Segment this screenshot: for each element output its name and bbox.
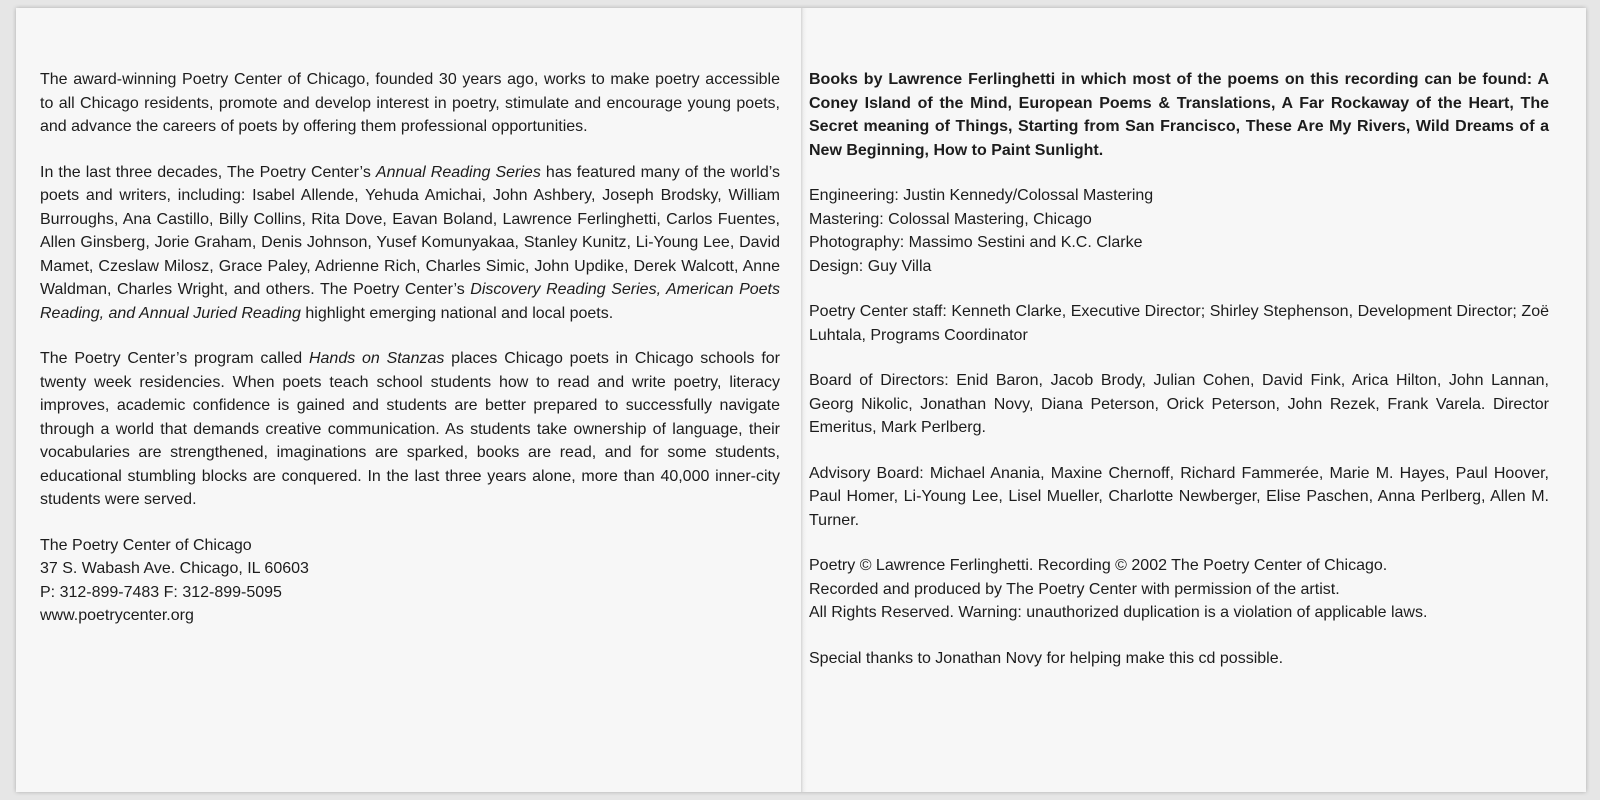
reading-series-text-a: In the last three decades, The Poetry Center’s [40, 163, 376, 181]
website: www.poetrycenter.org [40, 607, 194, 624]
books-paragraph: Books by Lawrence Ferlinghetti in which most of the poems on this recording can be found: A Coney Island of the Mind, European Poems & Translations, A Far Rockaway of the Heart, The Secret meaning of Things, Starting from San Francisco, These Are My Rivers, Wild Dreams of a New Beginning, How to Paint Sunlight. [809, 71, 1549, 159]
stanzas-text-b: places Chicago poets in Chicago schools for twenty week residencies. When poets teach school students how to read and write poetry, literacy improves, academic confidence is gained and students are better prepared to successfully navigate through a world that demands creative communication. As students take ownership of language, their vocabularies are strengthened, imaginations are sparked, books are read, and for some students, educational stumbling blocks are conquered. In the last three years alone, more than 40,000 inner-city students were served. [40, 350, 781, 508]
intro-paragraph: The award-winning Poetry Center of Chicago, founded 30 years ago, works to make poetry accessible to all Chicago residents, promote and develop interest in poetry, stimulate and encourage young poets, and advance the careers of poets by offering them professional opportunities. [40, 71, 780, 135]
copyright-line-3: All Rights Reserved. Warning: unauthorized duplication is a violation of applicable laws. [809, 604, 1428, 621]
hands-on-stanzas-paragraph [40, 347, 780, 512]
left-page [40, 68, 780, 650]
other-series-titles: Discovery Reading Series, American Poets Reading, and Annual Juried Reading [40, 281, 780, 322]
credit-engineering: Engineering: Justin Kennedy/Colossal Mastering [809, 187, 1154, 204]
booklet-spread [16, 8, 1586, 792]
copyright-block [809, 554, 1549, 625]
copyright-line-2: Recorded and produced by The Poetry Center with permission of the artist. [809, 580, 1340, 598]
reading-series-paragraph [40, 161, 780, 326]
credit-photography: Photography: Massimo Sestini and K.C. Clarke [809, 234, 1143, 251]
hands-on-stanzas-title: Hands on Stanzas [308, 350, 445, 367]
credit-design: Design: Guy Villa [809, 257, 932, 275]
street-address: 37 S. Wabash Ave. Chicago, IL 60603 [40, 560, 309, 577]
address-block [40, 534, 780, 628]
credit-mastering: Mastering: Colossal Mastering, Chicago [809, 210, 1092, 228]
staff-paragraph: Poetry Center staff: Kenneth Clarke, Executive Director; Shirley Stephenson, Development Director; Zoë Luhtala, Programs Coordinator [809, 303, 1549, 344]
thanks-line: Special thanks to Jonathan Novy for helping make this cd possible. [809, 649, 1284, 667]
org-name: The Poetry Center of Chicago [40, 536, 252, 554]
right-page [809, 68, 1549, 692]
reading-series-text-b: has featured many of the world’s poets and writers, including: Isabel Allende, Yehuda Amichai, John Ashbery, Joseph Brodsky, William Burroughs, Ana Castillo, Billy Collins, Rita Dove, Eavan Boland, Lawrence Ferlinghetti, Carlos Fuentes, Allen Ginsberg, Jorie Graham, Denis Johnson, Yusef Komunyakaa, Stanley Kunitz, Li-Young Lee, David Mamet, Czeslaw Milosz, Grace Paley, Adrienne Rich, Charles Simic, John Updike, Derek Walcott, Anne Waldman, Charles Wright, and others. The Poetry Center’s [40, 163, 781, 298]
stanzas-text-a: The Poetry Center’s program called [40, 350, 309, 367]
reading-series-text-c: highlight emerging national and local poets. [300, 304, 614, 322]
credits-block [809, 184, 1549, 278]
phone-fax: P: 312-899-7483 F: 312-899-5095 [40, 583, 282, 601]
advisory-paragraph: Advisory Board: Michael Anania, Maxine Chernoff, Richard Fammerée, Marie M. Hayes, Paul Hoover, Paul Homer, Li-Young Lee, Lisel Mueller, Charlotte Newberger, Elise Paschen, Anna Perlberg, Allen M. Turner. [809, 464, 1549, 529]
board-paragraph: Board of Directors: Enid Baron, Jacob Brody, Julian Cohen, David Fink, Arica Hilton, John Lannan, Georg Nikolic, Jonathan Novy, Diana Peterson, Orick Peterson, John Rezek, Frank Varela. Director Emeritus, Mark Perlberg. [809, 372, 1549, 436]
annual-reading-series-title: Annual Reading Series [375, 163, 541, 181]
center-fold [801, 8, 807, 792]
copyright-line-1: Poetry © Lawrence Ferlinghetti. Recording © 2002 The Poetry Center of Chicago. [809, 557, 1388, 574]
